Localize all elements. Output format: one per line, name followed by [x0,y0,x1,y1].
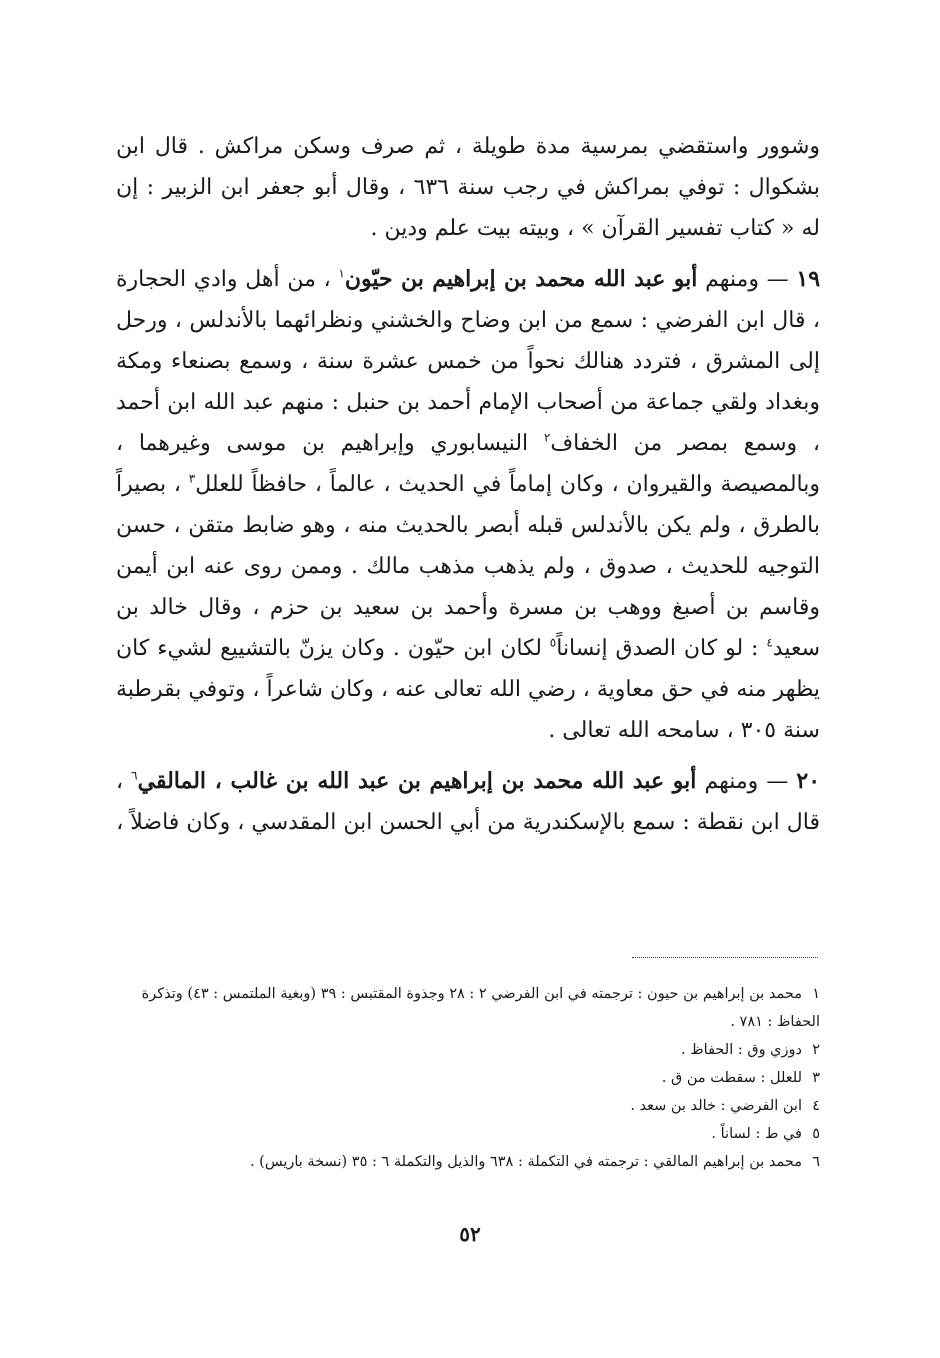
footnote [116,1036,820,1064]
entry-text: ، بصيراً بالطرق ، ولم يكن بالأندلس قبله أبصر بالحديث منه ، وهو ضابط متقن ، حسن التوجيه للحديث ، صدوق ، ولم يذهب مذهب مالك . وممن روى عنه ابن أيمن وقاسم بن أصبغ ووهب بن مسرة وأحمد بن سعيد بن حزم ، وقال خالد بن سعيد [116,472,820,661]
footnote-text: دوزي وق : الحفاظ . [681,1042,802,1058]
main-text [116,126,820,843]
footnote [116,1148,820,1176]
entry-number: ٢٠ [796,768,821,794]
footnote-text: للعلل : سقطت من ق . [661,1070,802,1086]
paragraph-continuation: وشوور واستقضي بمرسية مدة طويلة ، ثم صرف وسكن مراكش . قال ابن بشكوال : توفي بمراكش في رجب سنة ٦٣٦ ، وقال أبو جعفر ابن الزبير : إن له « كتاب تفسير القرآن » ، وبيته بيت علم ودين . [116,134,820,241]
footnote-separator [632,957,818,958]
footnote-ref[interactable]: ٥ [549,635,557,650]
footnote-text: في ط : لساناً . [711,1126,802,1142]
entry-text: لكان ابن حيّون . وكان يزنّ بالتشييع لشيء كان يظهر منه في حق معاوية ، رضي الله تعالى عنه ، وكان شاعراً ، وتوفي بقرطبة سنة ٣٠٥ ، سامحه الله تعالى . [116,636,820,743]
entry-20 [116,761,820,843]
entry-text: ، من أهل وادي الحجارة ، قال ابن الفرضي : سمع من ابن وضاح والخشني ونظرائهما بالأندلس ، ورحل إلى المشرق ، فتردد هنالك نحواً من خمس عشرة سنة ، وسمع بصنعاء ومكة وبغداد ولقي جماعة من أصحاب الإمام أحمد بن حنبل : منهم عبد الله ابن أحمد ، وسمع بمصر من الخفاف [116,267,820,456]
entry-19 [116,259,820,751]
footnote-text: ابن الفرضي : خالد بن سعد . [630,1098,802,1114]
entry-name: أبو عبد الله محمد بن إبراهيم بن عبد الله بن غالب ، المالقي [137,768,697,794]
footnote [116,980,820,1036]
footnote [116,1064,820,1092]
entry-text: النيسابوري وإبراهيم بن موسى وغيرهما ، وبالمصيصة والقيروان ، وكان إماماً في الحديث ، عالماً ، حافظاً للعلل [116,431,820,497]
footnote-ref[interactable]: ٣ [188,471,196,486]
footnote [116,1092,820,1120]
footnote-text: محمد بن إبراهيم بن حيون : ترجمته في ابن الفرضي ٢ : ٢٨ وجذوة المقتبس : ٣٩ (وبغية الملتمس : ٤٣) وتذكرة الحفاظ : ٧٨١ . [141,986,820,1030]
footnote-ref[interactable]: ٢ [543,430,551,445]
footnote-ref[interactable]: ٤ [766,635,773,650]
entry-text: : لو كان الصدق إنساناً [556,636,767,661]
footnote-number: ٤ [812,1098,820,1114]
footnotes [116,980,820,1176]
entry-text: ، قال ابن نقطة : سمع بالإسكندرية من أبي الحسن ابن المقدسي ، وكان فاضلاً ، [116,769,820,835]
footnote-number: ٥ [812,1126,820,1142]
footnote-number: ٢ [812,1042,820,1058]
page-number: ٥٢ [459,1222,481,1246]
footnote-number: ٦ [812,1154,820,1170]
entry-intro: — ومنهم [697,267,797,292]
footnote-number: ٣ [812,1070,820,1086]
entry-name: أبو عبد الله محمد بن إبراهيم بن حيّون [344,266,698,292]
entry-number: ١٩ [796,266,821,292]
footnote-ref[interactable]: ١ [338,266,345,281]
footnote-ref[interactable]: ٦ [131,768,138,783]
footnote-number: ١ [812,986,820,1002]
footnote [116,1120,820,1148]
entry-intro: — ومنهم [696,769,797,794]
footnote-text: محمد بن إبراهيم المالقي : ترجمته في التكملة : ٦٣٨ والذيل والتكملة ٦ : ٣٥ (نسخة باريس) . [249,1154,802,1170]
